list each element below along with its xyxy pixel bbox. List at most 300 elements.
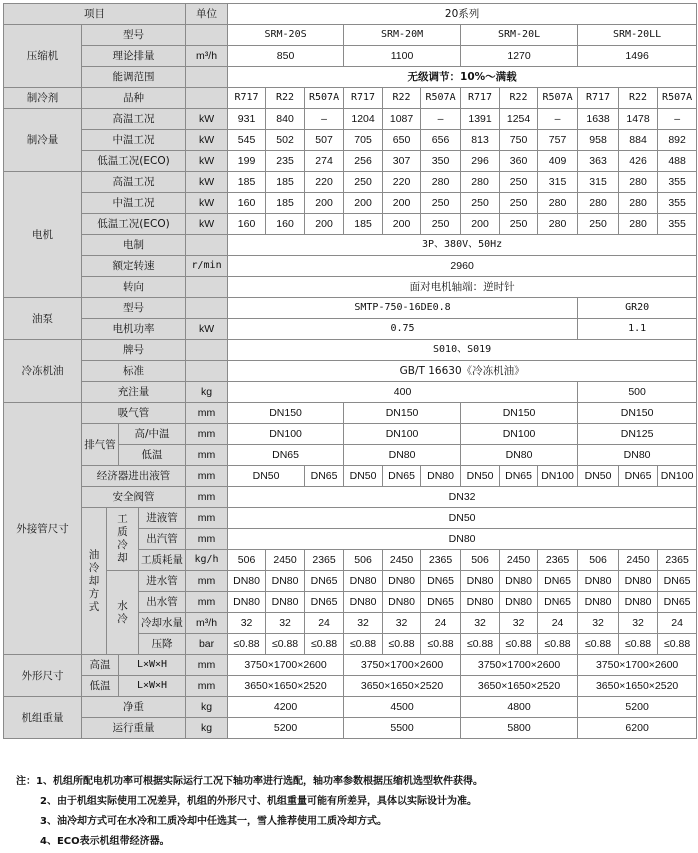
economizer-value: DN50 (461, 466, 500, 487)
discharge-label: 排气管 (82, 424, 119, 466)
cooling-value: 545 (228, 130, 266, 151)
motor-value: 160 (266, 214, 305, 235)
header-unit: 单位 (186, 4, 228, 25)
dimensions-unit: mm (186, 676, 228, 697)
displacement-value: 850 (228, 46, 344, 67)
cooling-unit: kW (186, 109, 228, 130)
unit-cell (186, 277, 228, 298)
pressure-drop-value: ≤0.88 (578, 634, 619, 655)
fluid-consumption-value: 2450 (266, 550, 305, 571)
header-series: 20系列 (228, 4, 697, 25)
discharge-high-value: DN100 (461, 424, 578, 445)
weight-unit: kg (186, 718, 228, 739)
weight-operating-row (4, 718, 697, 739)
water-flow-value: 24 (658, 613, 697, 634)
motor-value: 185 (266, 193, 305, 214)
cooling-value: 1087 (383, 109, 421, 130)
cooling-value: 360 (500, 151, 538, 172)
motor-value: 200 (305, 214, 344, 235)
economizer-value: DN65 (619, 466, 658, 487)
cooling-row (4, 130, 697, 151)
pipe-unit: mm (186, 571, 228, 592)
economizer-value: DN50 (228, 466, 305, 487)
capacity-range-value: 无级调节：10%～满载 (228, 67, 697, 88)
oil-pump-power: 0.75 (228, 319, 578, 340)
cooling-value: 884 (619, 130, 658, 151)
economizer-value: DN65 (500, 466, 538, 487)
motor-rotation-value: 面对电机轴端：逆时针 (228, 277, 697, 298)
weight-net-value: 4500 (344, 697, 461, 718)
weight-group: 机组重量 (4, 697, 82, 739)
dimensions-spec-label: L×W×H (119, 676, 186, 697)
cooling-row (4, 109, 697, 130)
weight-net-value: 5200 (578, 697, 697, 718)
dimensions-low-value: 3650×1650×2520 (461, 676, 578, 697)
motor-value: 250 (461, 193, 500, 214)
capacity-range-label: 能调范围 (82, 67, 186, 88)
relief-value: DN32 (228, 487, 697, 508)
motor-value: 250 (421, 193, 461, 214)
weight-operating-value: 6200 (578, 718, 697, 739)
cooling-value: 307 (383, 151, 421, 172)
motor-row (4, 214, 697, 235)
compressor-model-label: 型号 (82, 25, 186, 46)
motor-value: 160 (228, 193, 266, 214)
fluid-in-value: DN50 (228, 508, 697, 529)
motor-value: 200 (383, 214, 421, 235)
water-flow-value: 24 (421, 613, 461, 634)
motor-rotation-row (4, 277, 697, 298)
economizer-value: DN100 (538, 466, 578, 487)
oil-pump-model: GR20 (578, 298, 697, 319)
discharge-high-value: DN125 (578, 424, 697, 445)
oil-standard-row (4, 361, 697, 382)
weight-net-row (4, 697, 697, 718)
water-flow-value: 32 (228, 613, 266, 634)
cooling-value: 757 (538, 130, 578, 151)
oil-pump-model-row (4, 298, 697, 319)
oil-pump-group: 油泵 (4, 298, 82, 340)
pressure-drop-value: ≤0.88 (228, 634, 266, 655)
refrigerant-type: R22 (619, 88, 658, 109)
motor-label: 低温工况(ECO) (82, 214, 186, 235)
motor-value: 280 (619, 193, 658, 214)
motor-row (4, 172, 697, 193)
water-out-value: DN80 (266, 592, 305, 613)
motor-value: 355 (658, 193, 697, 214)
displacement-value: 1496 (578, 46, 697, 67)
pipe-unit: mm (186, 487, 228, 508)
motor-speed-row (4, 256, 697, 277)
cooling-value: 892 (658, 130, 697, 151)
pressure-drop-label: 压降 (139, 634, 186, 655)
cooling-value: 256 (344, 151, 383, 172)
fluid-consumption-value: 506 (461, 550, 500, 571)
motor-label: 高温工况 (82, 172, 186, 193)
pressure-drop-value: ≤0.88 (461, 634, 500, 655)
motor-value: 250 (578, 214, 619, 235)
water-in-value: DN65 (538, 571, 578, 592)
cooling-value: – (658, 109, 697, 130)
water-flow-value: 32 (500, 613, 538, 634)
cooling-value: 507 (305, 130, 344, 151)
cooling-value: 296 (461, 151, 500, 172)
unit-cell (186, 298, 228, 319)
oil-group: 冷冻机油 (4, 340, 82, 403)
suction-value: DN150 (344, 403, 461, 424)
economizer-value: DN65 (383, 466, 421, 487)
relief-label: 安全阀管 (82, 487, 186, 508)
pressure-drop-value: ≤0.88 (500, 634, 538, 655)
water-flow-value: 32 (461, 613, 500, 634)
fluid-consumption-label: 工质耗量 (139, 550, 186, 571)
water-flow-value: 24 (538, 613, 578, 634)
motor-value: 280 (578, 193, 619, 214)
displacement-value: 1270 (461, 46, 578, 67)
discharge-high-label: 高/中温 (119, 424, 186, 445)
water-out-label: 出水管 (139, 592, 186, 613)
water-out-value: DN65 (658, 592, 697, 613)
refrigerant-label: 品种 (82, 88, 186, 109)
note-line: 2、由于机组实际使用工况差异，机组的外形尺寸、机组重量可能有所差异，具体以实际设计为准。 (40, 796, 477, 807)
motor-value: 250 (421, 214, 461, 235)
pressure-drop-value: ≤0.88 (658, 634, 697, 655)
oil-pump-power-row (4, 319, 697, 340)
relief-row (4, 487, 697, 508)
motor-value: 200 (383, 193, 421, 214)
pressure-drop-value: ≤0.88 (383, 634, 421, 655)
fluid-cooling-label (107, 508, 139, 571)
cooling-value: 1204 (344, 109, 383, 130)
motor-row (4, 193, 697, 214)
model-name: SRM-20S (228, 25, 344, 46)
economizer-row (4, 466, 697, 487)
pressure-drop-value: ≤0.88 (421, 634, 461, 655)
motor-value: 315 (538, 172, 578, 193)
oil-brand-label: 牌号 (82, 340, 186, 361)
spec-table (3, 3, 697, 739)
weight-unit: kg (186, 697, 228, 718)
refrigerant-type: R22 (500, 88, 538, 109)
water-in-value: DN65 (305, 571, 344, 592)
fluid-consumption-value: 2365 (305, 550, 344, 571)
water-in-value: DN80 (266, 571, 305, 592)
motor-system-label: 电制 (82, 235, 186, 256)
cooling-group: 制冷量 (4, 109, 82, 172)
water-flow-label: 冷却水量 (139, 613, 186, 634)
motor-value: 220 (383, 172, 421, 193)
pressure-drop-value: ≤0.88 (538, 634, 578, 655)
fluid-consumption-value: 2450 (383, 550, 421, 571)
water-out-value: DN80 (344, 592, 383, 613)
water-in-row (4, 571, 697, 592)
fluid-out-value: DN80 (228, 529, 697, 550)
cooling-value: 502 (266, 130, 305, 151)
motor-unit: kW (186, 214, 228, 235)
fluid-in-label: 进液管 (139, 508, 186, 529)
cooling-value: – (421, 109, 461, 130)
cooling-value: 1391 (461, 109, 500, 130)
refrigerant-row (4, 88, 697, 109)
oil-pump-model: SMTP-750-16DE0.8 (228, 298, 578, 319)
motor-speed-value: 2960 (228, 256, 697, 277)
water-out-value: DN80 (578, 592, 619, 613)
pipe-unit: mm (186, 592, 228, 613)
oil-charge-unit: kg (186, 382, 228, 403)
fluid-consumption-value: 2365 (538, 550, 578, 571)
discharge-high-row (4, 424, 697, 445)
model-name: SRM-20LL (578, 25, 697, 46)
note-line: 4、ECO表示机组带经济器。 (40, 836, 170, 847)
cooling-value: 363 (578, 151, 619, 172)
unit-cell (186, 361, 228, 382)
fluid-consumption-value: 506 (344, 550, 383, 571)
pipes-group: 外接管尺寸 (4, 403, 82, 655)
weight-operating-value: 5800 (461, 718, 578, 739)
displacement-value: 1100 (344, 46, 461, 67)
motor-value: 250 (344, 172, 383, 193)
motor-rotation-label: 转向 (82, 277, 186, 298)
motor-value: 200 (305, 193, 344, 214)
dimensions-spec-label: L×W×H (119, 655, 186, 676)
fluid-consumption-value: 2450 (619, 550, 658, 571)
discharge-high-value: DN100 (344, 424, 461, 445)
cooling-value: 409 (538, 151, 578, 172)
unit-cell (186, 25, 228, 46)
water-out-value: DN80 (228, 592, 266, 613)
water-in-value: DN80 (619, 571, 658, 592)
suction-value: DN150 (461, 403, 578, 424)
cooling-value: 656 (421, 130, 461, 151)
motor-label: 中温工况 (82, 193, 186, 214)
cooling-value: 350 (421, 151, 461, 172)
cooling-value: 650 (383, 130, 421, 151)
motor-value: 185 (344, 214, 383, 235)
cooling-value: 840 (266, 109, 305, 130)
unit-cell (186, 88, 228, 109)
weight-net-label: 净重 (82, 697, 186, 718)
refrigerant-type: R22 (383, 88, 421, 109)
oil-cooling-label-text: 油冷却方式 (88, 548, 100, 613)
oil-charge-row (4, 382, 697, 403)
motor-value: 185 (228, 172, 266, 193)
header-item: 项目 (4, 4, 186, 25)
water-flow-value: 32 (619, 613, 658, 634)
dimensions-unit: mm (186, 655, 228, 676)
unit-cell (186, 67, 228, 88)
motor-value: 200 (461, 214, 500, 235)
motor-value: 200 (344, 193, 383, 214)
motor-value: 185 (266, 172, 305, 193)
compressor-displacement-row (4, 46, 697, 67)
displacement-unit: m³/h (186, 46, 228, 67)
note-line: 注：1、机组所配电机功率可根据实际运行工况下轴功率进行选配，轴功率参数根据压缩机选型软件获得。 (16, 776, 483, 787)
discharge-high-value: DN100 (228, 424, 344, 445)
water-in-value: DN80 (228, 571, 266, 592)
discharge-low-value: DN80 (461, 445, 578, 466)
note-line: 3、油冷却方式可在水冷和工质冷却中任选其一，雪人推荐使用工质冷却方式。 (40, 816, 387, 827)
refrigerant-type: R717 (461, 88, 500, 109)
compressor-model-row (4, 25, 697, 46)
economizer-value: DN50 (578, 466, 619, 487)
compressor-range-row (4, 67, 697, 88)
dimensions-low-label: 低温 (82, 676, 119, 697)
water-cooling-label-text: 水冷 (117, 599, 128, 625)
cooling-value: 931 (228, 109, 266, 130)
water-cooling-label (107, 571, 139, 655)
fluid-consumption-value: 506 (578, 550, 619, 571)
oil-pump-power-unit: kW (186, 319, 228, 340)
water-flow-value: 32 (578, 613, 619, 634)
unit-cell (186, 340, 228, 361)
notes (16, 772, 686, 852)
motor-unit: kW (186, 193, 228, 214)
cooling-value: 1638 (578, 109, 619, 130)
cooling-unit: kW (186, 151, 228, 172)
refrigerant-type: R507A (421, 88, 461, 109)
fluid-in-row (4, 508, 697, 529)
water-in-value: DN80 (461, 571, 500, 592)
dimensions-low-row (4, 676, 697, 697)
pressure-drop-value: ≤0.88 (305, 634, 344, 655)
pressure-drop-unit: bar (186, 634, 228, 655)
fluid-consumption-value: 2365 (421, 550, 461, 571)
motor-value: 250 (500, 214, 538, 235)
water-out-value: DN80 (383, 592, 421, 613)
economizer-value: DN100 (658, 466, 697, 487)
motor-value: 220 (305, 172, 344, 193)
motor-value: 355 (658, 172, 697, 193)
motor-group: 电机 (4, 172, 82, 298)
water-out-value: DN65 (421, 592, 461, 613)
cooling-label: 低温工况(ECO) (82, 151, 186, 172)
cooling-value: 813 (461, 130, 500, 151)
unit-cell (186, 235, 228, 256)
pressure-drop-value: ≤0.88 (344, 634, 383, 655)
weight-net-value: 4200 (228, 697, 344, 718)
water-out-value: DN80 (500, 592, 538, 613)
oil-pump-power-label: 电机功率 (82, 319, 186, 340)
water-flow-value: 32 (383, 613, 421, 634)
water-in-value: DN80 (344, 571, 383, 592)
dimensions-group: 外形尺寸 (4, 655, 82, 697)
cooling-row (4, 151, 697, 172)
fluid-consumption-value: 2365 (658, 550, 697, 571)
discharge-low-value: DN80 (344, 445, 461, 466)
motor-system-row (4, 235, 697, 256)
motor-value: 315 (578, 172, 619, 193)
motor-value: 250 (500, 193, 538, 214)
motor-value: 280 (461, 172, 500, 193)
pipe-unit: mm (186, 508, 228, 529)
model-name: SRM-20M (344, 25, 461, 46)
header-row (4, 4, 697, 25)
dimensions-high-label: 高温 (82, 655, 119, 676)
dimensions-high-value: 3750×1700×2600 (461, 655, 578, 676)
oil-charge-value: 500 (578, 382, 697, 403)
oil-standard-label: 标准 (82, 361, 186, 382)
pipe-unit: mm (186, 529, 228, 550)
water-in-label: 进水管 (139, 571, 186, 592)
weight-net-value: 4800 (461, 697, 578, 718)
model-name: SRM-20L (461, 25, 578, 46)
weight-operating-label: 运行重量 (82, 718, 186, 739)
pressure-drop-value: ≤0.88 (266, 634, 305, 655)
water-out-value: DN80 (619, 592, 658, 613)
cooling-value: 235 (266, 151, 305, 172)
fluid-consumption-unit: kg/h (186, 550, 228, 571)
refrigerant-type: R22 (266, 88, 305, 109)
motor-value: 280 (538, 214, 578, 235)
water-in-value: DN80 (578, 571, 619, 592)
cooling-value: 750 (500, 130, 538, 151)
motor-speed-label: 额定转速 (82, 256, 186, 277)
dimensions-high-value: 3750×1700×2600 (578, 655, 697, 676)
cooling-value: 705 (344, 130, 383, 151)
water-out-value: DN65 (538, 592, 578, 613)
economizer-value: DN50 (344, 466, 383, 487)
suction-value: DN150 (228, 403, 344, 424)
compressor-group: 压缩机 (4, 25, 82, 88)
cooling-value: 1254 (500, 109, 538, 130)
cooling-value: 426 (619, 151, 658, 172)
cooling-value: 1478 (619, 109, 658, 130)
motor-value: 160 (228, 214, 266, 235)
oil-charge-label: 充注量 (82, 382, 186, 403)
cooling-value: – (305, 109, 344, 130)
motor-value: 280 (619, 214, 658, 235)
pipe-unit: mm (186, 445, 228, 466)
water-out-value: DN80 (461, 592, 500, 613)
oil-brand-row (4, 340, 697, 361)
water-flow-unit: m³/h (186, 613, 228, 634)
oil-pump-power: 1.1 (578, 319, 697, 340)
economizer-value: DN80 (421, 466, 461, 487)
water-in-value: DN65 (421, 571, 461, 592)
oil-standard-value: GB/T 16630《冷冻机油》 (228, 361, 697, 382)
refrigerant-type: R507A (538, 88, 578, 109)
dimensions-high-row (4, 655, 697, 676)
weight-operating-value: 5200 (228, 718, 344, 739)
refrigerant-group: 制冷剂 (4, 88, 82, 109)
motor-value: 280 (619, 172, 658, 193)
fluid-consumption-value: 506 (228, 550, 266, 571)
cooling-unit: kW (186, 130, 228, 151)
refrigerant-type: R507A (658, 88, 697, 109)
dimensions-high-value: 3750×1700×2600 (228, 655, 344, 676)
cooling-label: 中温工况 (82, 130, 186, 151)
water-in-value: DN80 (500, 571, 538, 592)
cooling-value: – (538, 109, 578, 130)
dimensions-high-value: 3750×1700×2600 (344, 655, 461, 676)
motor-system-value: 3P、380V、50Hz (228, 235, 697, 256)
dimensions-low-value: 3650×1650×2520 (578, 676, 697, 697)
dimensions-low-value: 3650×1650×2520 (228, 676, 344, 697)
fluid-consumption-value: 2450 (500, 550, 538, 571)
cooling-value: 958 (578, 130, 619, 151)
refrigerant-type: R507A (305, 88, 344, 109)
water-flow-value: 32 (266, 613, 305, 634)
pressure-drop-value: ≤0.88 (619, 634, 658, 655)
suction-value: DN150 (578, 403, 697, 424)
oil-brand-value: S010、S019 (228, 340, 697, 361)
fluid-cooling-label-text: 工质冷却 (117, 513, 128, 564)
water-in-value: DN80 (383, 571, 421, 592)
oil-charge-value: 400 (228, 382, 578, 403)
oil-pump-model-label: 型号 (82, 298, 186, 319)
motor-value: 355 (658, 214, 697, 235)
cooling-value: 199 (228, 151, 266, 172)
